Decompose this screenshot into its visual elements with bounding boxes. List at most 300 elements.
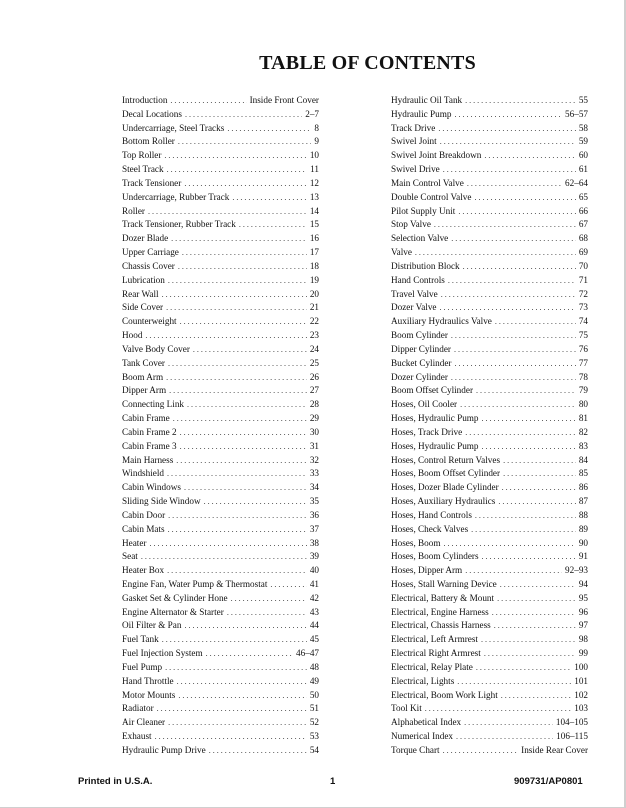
toc-entry	[391, 384, 588, 398]
toc-entry	[122, 619, 319, 633]
toc-entry	[391, 467, 588, 481]
toc-entry	[122, 191, 319, 205]
toc-entry-page: 58	[578, 122, 588, 133]
toc-entry-page: 71	[578, 274, 588, 285]
dot-leader	[502, 481, 576, 495]
dot-leader	[474, 191, 575, 205]
toc-entry	[391, 509, 588, 523]
toc-entry	[122, 661, 319, 675]
toc-entry	[122, 205, 319, 219]
dot-leader	[167, 467, 307, 481]
toc-entry	[122, 371, 319, 385]
toc-entry-label: Track Tensioner, Rubber Track	[122, 219, 236, 230]
toc-entry-page: 41	[309, 578, 319, 589]
toc-entry	[391, 149, 588, 163]
toc-entry-label: Hoses, Track Drive	[391, 426, 463, 437]
dot-leader	[185, 108, 302, 122]
toc-entry-page: 79	[578, 385, 588, 396]
toc-entry-page: 68	[578, 233, 588, 244]
toc-entry-label: Undercarriage, Rubber Track	[122, 191, 230, 202]
toc-entry-page: 55	[578, 95, 588, 105]
toc-entry-page: 2–7	[305, 108, 319, 119]
toc-entry	[122, 301, 319, 315]
toc-entry-label: Hoses, Hydraulic Pump	[391, 413, 479, 424]
page-number: 1	[330, 776, 336, 787]
toc-entry	[391, 619, 588, 633]
toc-entry-page: Inside Rear Cover	[521, 744, 588, 755]
dot-leader	[173, 412, 307, 426]
toc-entry-page: 70	[578, 260, 588, 271]
toc-entry-label: Main Control Valve	[391, 177, 464, 188]
toc-entry-page: 21	[309, 302, 319, 313]
toc-entry	[391, 122, 588, 136]
toc-entry-page: 14	[309, 205, 319, 216]
dot-leader	[176, 454, 307, 468]
toc-entry	[391, 191, 588, 205]
toc-entry-label: Valve	[391, 247, 412, 258]
toc-entry	[391, 177, 588, 191]
toc-entry-label: Swivel Drive	[391, 164, 440, 175]
printed-in-label: Printed in U.S.A.	[78, 776, 153, 787]
dot-leader	[484, 647, 576, 661]
dot-leader	[476, 661, 571, 675]
toc-entry	[391, 440, 588, 454]
dot-leader	[440, 301, 576, 315]
toc-entry-label: Hoses, Dipper Arm	[391, 565, 463, 576]
toc-entry-page: 39	[309, 551, 319, 562]
toc-entry-label: Hoses, Hand Controls	[391, 509, 472, 520]
toc-column-right	[391, 94, 588, 758]
toc-entry-page: 16	[309, 233, 319, 244]
toc-entry	[122, 246, 319, 260]
toc-entry-page: 17	[309, 247, 319, 258]
toc-entry	[391, 274, 588, 288]
toc-entry-label: Electrical, Battery & Mount	[391, 592, 495, 603]
toc-entry-page: 53	[309, 731, 319, 742]
toc-entry	[391, 315, 588, 329]
toc-entry-page: 11	[310, 164, 319, 175]
toc-entry	[391, 564, 588, 578]
toc-entry-page: 37	[309, 523, 319, 534]
toc-entry-page: 95	[578, 592, 588, 603]
toc-entry	[122, 384, 319, 398]
toc-entry-label: Upper Carriage	[122, 247, 179, 258]
toc-entry-page: 103	[574, 703, 588, 714]
dot-leader	[476, 384, 576, 398]
toc-entry	[391, 232, 588, 246]
dot-leader	[481, 633, 576, 647]
toc-entry-page: 61	[578, 164, 588, 175]
toc-entry	[391, 301, 588, 315]
dot-leader	[184, 619, 306, 633]
toc-entry	[122, 647, 319, 661]
toc-entry-page: 78	[578, 371, 588, 382]
toc-entry-page: 86	[578, 482, 588, 493]
toc-entry-label: Hydraulic Pump	[391, 108, 452, 119]
toc-entry	[391, 689, 588, 703]
toc-entry-label: Bucket Cylinder	[391, 357, 452, 368]
toc-entry-page: 45	[309, 634, 319, 645]
toc-entry-page: 56–57	[565, 108, 588, 119]
dot-leader	[471, 523, 576, 537]
toc-column-left	[122, 94, 319, 758]
toc-entry-label: Torque Chart	[391, 744, 440, 755]
dot-leader	[178, 689, 306, 703]
dot-leader	[440, 135, 576, 149]
toc-entry-label: Track Drive	[391, 122, 436, 133]
dot-leader	[227, 122, 311, 136]
toc-entry	[391, 343, 588, 357]
dot-leader	[164, 149, 306, 163]
dot-leader	[415, 246, 576, 260]
toc-entry	[391, 702, 588, 716]
toc-entry-page: 34	[309, 482, 319, 493]
toc-entry-page: 92–93	[565, 565, 588, 576]
toc-entry-label: Dipper Arm	[122, 385, 167, 396]
toc-entry-page: 46–47	[296, 648, 319, 659]
toc-entry-page: 82	[578, 426, 588, 437]
toc-entry	[122, 633, 319, 647]
toc-entry-page: 80	[578, 399, 588, 410]
dot-leader	[441, 288, 576, 302]
toc-entry-label: Distribution Block	[391, 260, 460, 271]
toc-entry-label: Electrical, Chassis Harness	[391, 620, 491, 631]
toc-entry	[391, 357, 588, 371]
dot-leader	[451, 329, 576, 343]
toc-entry	[391, 675, 588, 689]
toc-entry-page: Inside Front Cover	[249, 95, 319, 105]
toc-entry	[122, 149, 319, 163]
toc-entry-page: 62–64	[565, 177, 588, 188]
toc-entry-label: Hoses, Dozer Blade Cylinder	[391, 482, 499, 493]
toc-entry	[391, 108, 588, 122]
toc-entry-label: Gasket Set & Cylinder Hone	[122, 592, 228, 603]
dot-leader	[454, 108, 562, 122]
toc-entry-page: 26	[309, 371, 319, 382]
dot-leader	[458, 205, 575, 219]
toc-entry-label: Engine Fan, Water Pump & Thermostat	[122, 578, 268, 589]
dot-leader	[145, 329, 306, 343]
dot-leader	[482, 440, 576, 454]
toc-entry-label: Hoses, Stall Warning Device	[391, 578, 497, 589]
toc-entry-label: Chassis Cover	[122, 260, 175, 271]
dot-leader	[155, 730, 307, 744]
toc-entry-page: 12	[309, 177, 319, 188]
dot-leader	[168, 716, 307, 730]
toc-entry	[122, 343, 319, 357]
dot-leader	[495, 315, 576, 329]
dot-leader	[438, 122, 575, 136]
toc-entry-page: 87	[578, 496, 588, 507]
toc-entry-page: 51	[309, 703, 319, 714]
toc-entry-label: Cabin Windows	[122, 482, 181, 493]
toc-entry-page: 60	[578, 150, 588, 161]
dot-leader	[187, 398, 307, 412]
toc-entry	[122, 537, 319, 551]
toc-entry	[391, 661, 588, 675]
toc-entry-label: Swivel Joint	[391, 136, 437, 147]
dot-leader	[465, 426, 576, 440]
toc-entry-label: Cabin Door	[122, 509, 166, 520]
toc-entry-page: 22	[309, 316, 319, 327]
toc-entry-page: 10	[309, 150, 319, 161]
toc-entry-label: Fuel Pump	[122, 661, 163, 672]
toc-entry-label: Cabin Mats	[122, 523, 165, 534]
dot-leader	[148, 205, 307, 219]
dot-leader	[467, 177, 562, 191]
toc-entry-page: 66	[578, 205, 588, 216]
toc-entry	[122, 744, 319, 758]
toc-entry-page: 100	[574, 661, 588, 672]
toc-entry-label: Decal Locations	[122, 108, 182, 119]
toc-entry-label: Heater Box	[122, 565, 165, 576]
toc-entry-page: 102	[574, 689, 588, 700]
dot-leader	[168, 274, 307, 288]
dot-leader	[454, 343, 576, 357]
toc-entry-label: Tank Cover	[122, 357, 165, 368]
toc-entry	[391, 426, 588, 440]
toc-entry-label: Boom Cylinder	[391, 330, 448, 341]
dot-leader	[482, 412, 576, 426]
toc-entry	[122, 260, 319, 274]
toc-entry	[391, 205, 588, 219]
dot-leader	[460, 398, 576, 412]
toc-entry	[391, 260, 588, 274]
toc-entry-label: Hand Throttle	[122, 675, 174, 686]
toc-entry	[391, 94, 588, 108]
toc-entry-label: Hoses, Check Valves	[391, 523, 469, 534]
toc-entry-label: Roller	[122, 205, 145, 216]
toc-entry-label: Hoses, Control Return Valves	[391, 454, 501, 465]
toc-entry	[122, 689, 319, 703]
dot-leader	[482, 550, 576, 564]
toc-entry-page: 74	[578, 316, 588, 327]
toc-entry-page: 15	[309, 219, 319, 230]
dot-leader	[231, 592, 307, 606]
toc-entry	[391, 606, 588, 620]
toc-entry-page: 38	[309, 537, 319, 548]
toc-entry-page: 23	[309, 330, 319, 341]
toc-entry	[391, 537, 588, 551]
toc-entry-label: Hoses, Auxiliary Hydraulics	[391, 496, 496, 507]
toc-entry	[122, 592, 319, 606]
dot-leader	[168, 509, 307, 523]
toc-entry-label: Hydraulic Oil Tank	[391, 95, 463, 105]
toc-entry-page: 89	[578, 523, 588, 534]
toc-entry	[122, 481, 319, 495]
toc-entry-label: Auxiliary Hydraulics Valve	[391, 316, 492, 327]
toc-entry	[391, 578, 588, 592]
toc-entry-label: Motor Mounts	[122, 689, 176, 700]
dot-leader	[171, 232, 307, 246]
dot-leader	[465, 94, 576, 108]
toc-entry	[122, 426, 319, 440]
dot-leader	[180, 426, 307, 440]
toc-entry	[122, 315, 319, 329]
dot-leader	[169, 384, 307, 398]
toc-entry	[122, 177, 319, 191]
toc-entry-page: 77	[578, 357, 588, 368]
toc-entry-page: 85	[578, 468, 588, 479]
toc-entry-label: Lubrication	[122, 274, 165, 285]
dot-leader	[484, 149, 575, 163]
toc-entry	[122, 730, 319, 744]
toc-entry-label: Stop Valve	[391, 219, 431, 230]
toc-entry-page: 44	[309, 620, 319, 631]
dot-leader	[443, 744, 519, 758]
dot-leader	[451, 371, 576, 385]
toc-entry-page: 42	[309, 592, 319, 603]
toc-entry-page: 97	[578, 620, 588, 631]
toc-entry-page: 8	[314, 122, 319, 133]
dot-leader	[209, 744, 307, 758]
toc-entry	[122, 163, 319, 177]
toc-entry-page: 96	[578, 606, 588, 617]
toc-entry-page: 104–105	[555, 717, 588, 728]
toc-entry-label: Electrical, Boom Work Light	[391, 689, 498, 700]
toc-entry-page: 24	[309, 343, 319, 354]
toc-entry-label: Track Tensioner	[122, 177, 182, 188]
toc-entry	[122, 329, 319, 343]
toc-entry	[122, 716, 319, 730]
dot-leader	[162, 633, 307, 647]
toc-entry-page: 33	[309, 468, 319, 479]
dot-leader	[498, 495, 575, 509]
dot-leader	[167, 163, 308, 177]
dot-leader	[451, 232, 576, 246]
toc-entry-page: 49	[309, 675, 319, 686]
toc-entry	[391, 163, 588, 177]
toc-entry-page: 29	[309, 413, 319, 424]
toc-entry-page: 9	[314, 136, 319, 147]
toc-entry-page: 25	[309, 357, 319, 368]
toc-entry-label: Travel Valve	[391, 288, 438, 299]
toc-entry-label: Hoses, Oil Cooler	[391, 399, 458, 410]
toc-entry	[122, 218, 319, 232]
toc-entry	[391, 135, 588, 149]
toc-entry	[391, 371, 588, 385]
toc-entry-label: Electrical Right Armrest	[391, 648, 481, 659]
dot-leader	[444, 537, 576, 551]
dot-leader	[475, 509, 576, 523]
toc-entry	[122, 398, 319, 412]
toc-entry	[122, 135, 319, 149]
toc-entry-page: 84	[578, 454, 588, 465]
toc-entry	[391, 592, 588, 606]
dot-leader	[141, 550, 307, 564]
toc-entry-page: 99	[578, 648, 588, 659]
toc-entry-page: 101	[574, 675, 588, 686]
toc-entry-label: Electrical, Engine Harness	[391, 606, 489, 617]
toc-entry-label: Pilot Supply Unit	[391, 205, 456, 216]
dot-leader	[168, 357, 307, 371]
dot-leader	[178, 260, 307, 274]
toc-entry	[391, 454, 588, 468]
dot-leader	[503, 454, 576, 468]
toc-entry-label: Rear Wall	[122, 288, 159, 299]
toc-entry	[122, 578, 319, 592]
dot-leader	[463, 260, 576, 274]
toc-entry-label: Main Harness	[122, 454, 174, 465]
dot-leader	[434, 218, 576, 232]
toc-entry-page: 69	[578, 247, 588, 258]
dot-leader	[206, 647, 293, 661]
toc-entry	[391, 412, 588, 426]
toc-entry	[391, 744, 588, 758]
dot-leader	[443, 163, 576, 177]
toc-entry-page: 91	[578, 551, 588, 562]
dot-leader	[500, 578, 576, 592]
toc-entry-page: 98	[578, 634, 588, 645]
toc-entry-label: Windshield	[122, 468, 164, 479]
toc-entry-label: Heater	[122, 537, 147, 548]
dot-leader	[184, 177, 306, 191]
toc-entry	[122, 357, 319, 371]
toc-entry	[122, 467, 319, 481]
toc-entry-label: Cabin Frame 2	[122, 426, 177, 437]
dot-leader	[149, 537, 306, 551]
toc-entry-label: Seat	[122, 551, 138, 562]
toc-entry-page: 73	[578, 302, 588, 313]
toc-entry-label: Connecting Link	[122, 399, 185, 410]
toc-entry	[391, 218, 588, 232]
toc-entry-page: 59	[578, 136, 588, 147]
toc-entry-page: 76	[578, 343, 588, 354]
toc-entry	[122, 440, 319, 454]
toc-entry-page: 52	[309, 717, 319, 728]
toc-entry-label: Dozer Blade	[122, 233, 169, 244]
toc-entry	[122, 94, 319, 108]
toc-entry-page: 35	[309, 496, 319, 507]
toc-entry-label: Hoses, Hydraulic Pump	[391, 440, 479, 451]
toc-entry-label: Swivel Joint Breakdown	[391, 150, 482, 161]
toc-entry	[391, 495, 588, 509]
toc-entry-page: 48	[309, 661, 319, 672]
toc-entry	[122, 288, 319, 302]
toc-entry-label: Electrical, Relay Plate	[391, 661, 473, 672]
toc-entry	[391, 633, 588, 647]
dot-leader	[204, 495, 307, 509]
toc-entry	[391, 550, 588, 564]
toc-entry-page: 20	[309, 288, 319, 299]
toc-entry-label: Sliding Side Window	[122, 496, 201, 507]
toc-entry-page: 28	[309, 399, 319, 410]
dot-leader	[178, 135, 312, 149]
toc-entry	[122, 509, 319, 523]
toc-entry-label: Hand Controls	[391, 274, 445, 285]
toc-entry-label: Tool Kit	[391, 703, 422, 714]
toc-entry	[122, 523, 319, 537]
toc-entry-label: Numerical Index	[391, 731, 453, 742]
toc-entry	[122, 454, 319, 468]
toc-entry-label: Electrical, Left Armrest	[391, 634, 478, 645]
toc-entry-page: 31	[309, 440, 319, 451]
toc-entry	[122, 550, 319, 564]
dot-leader	[239, 218, 307, 232]
toc-entry-label: Radiator	[122, 703, 154, 714]
toc-entry-label: Fuel Injection System	[122, 648, 203, 659]
toc-entry-label: Side Cover	[122, 302, 164, 313]
dot-leader	[166, 371, 307, 385]
dot-leader	[503, 467, 576, 481]
toc-entry-label: Top Roller	[122, 150, 162, 161]
toc-entry-page: 36	[309, 509, 319, 520]
toc-entry-label: Dipper Cylinder	[391, 343, 451, 354]
dot-leader	[448, 274, 576, 288]
toc-entry-label: Dozer Cylinder	[391, 371, 448, 382]
toc-entry-label: Hoses, Boom Cylinders	[391, 551, 479, 562]
toc-entry	[391, 716, 588, 730]
